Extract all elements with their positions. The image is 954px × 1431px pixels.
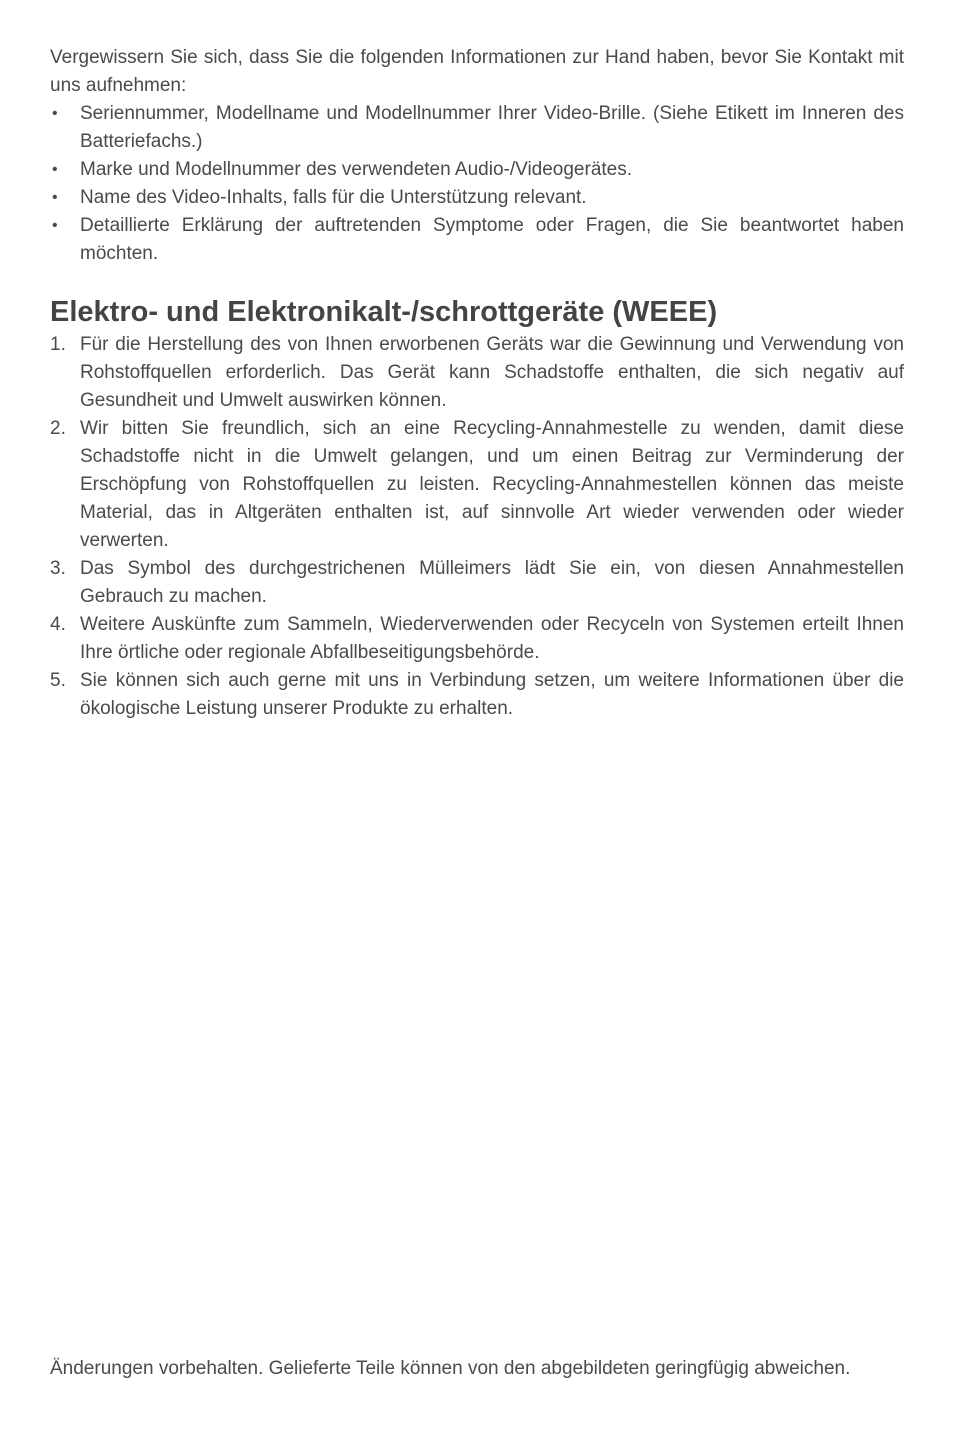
list-item-number: 2.	[50, 418, 66, 439]
list-item-number: 5.	[50, 670, 66, 691]
list-item-number: 3.	[50, 558, 66, 579]
list-item	[50, 555, 904, 611]
list-item-text: Weitere Auskünfte zum Sammeln, Wiederverwenden oder Recyceln von Systemen erteilt Ihnen Ihre örtliche oder regionale Abfallbeseitigungsbehörde.	[80, 614, 904, 663]
weee-numbered-list	[50, 331, 904, 723]
list-item-text: Das Symbol des durchgestrichenen Mülleimers lädt Sie ein, von diesen Annahmestellen Gebrauch zu machen.	[80, 558, 904, 607]
list-item	[50, 184, 904, 212]
list-item-text: Detaillierte Erklärung der auftretenden Symptome oder Fragen, die Sie beantwortet haben möchten.	[80, 215, 904, 264]
list-item-number: 4.	[50, 614, 66, 635]
list-item	[50, 667, 904, 723]
footer-disclaimer: Änderungen vorbehalten. Gelieferte Teile können von den abgebildeten geringfügig abweichen.	[50, 1358, 851, 1379]
bullet-icon: •	[52, 161, 58, 178]
bullet-icon: •	[52, 217, 58, 234]
list-item	[50, 415, 904, 555]
intro-paragraph: Vergewissern Sie sich, dass Sie die folgenden Informationen zur Hand haben, bevor Sie Kontakt mit uns aufnehmen:	[50, 47, 904, 96]
list-item-text: Name des Video-Inhalts, falls für die Unterstützung relevant.	[80, 187, 587, 208]
list-item-text: Marke und Modellnummer des verwendeten Audio-/Videogerätes.	[80, 159, 633, 180]
list-item-text: Seriennummer, Modellname und Modellnummer Ihrer Video-Brille. (Siehe Etikett im Inneren des Batteriefachs.)	[80, 103, 904, 152]
weee-section-title: Elektro- und Elektronikalt-/schrottgeräte (WEEE)	[50, 296, 718, 328]
bullet-icon: •	[52, 105, 58, 122]
list-item-text: Für die Herstellung des von Ihnen erworbenen Geräts war die Gewinnung und Verwendung von Rohstoffquellen erforderlich. Das Gerät kann Schadstoffe enthalten, die sich negativ auf Gesundheit und Umwelt auswirken können.	[80, 334, 904, 411]
list-item	[50, 100, 904, 156]
list-item	[50, 212, 904, 268]
list-item	[50, 331, 904, 415]
list-item-text: Sie können sich auch gerne mit uns in Verbindung setzen, um weitere Informationen über die ökologische Leistung unserer Produkte zu erhalten.	[80, 670, 904, 719]
bullet-icon: •	[52, 189, 58, 206]
list-item-number: 1.	[50, 334, 66, 355]
required-info-list	[50, 100, 904, 268]
list-item-text: Wir bitten Sie freundlich, sich an eine Recycling-Annahmestelle zu wenden, damit diese Schadstoffe nicht in die Umwelt gelangen, und um einen Beitrag zur Verminderung der Erschöpfung von Rohstoffquellen zu leisten. Recycling-Annahmestellen können das meiste Material, das in Altgeräten enthalten ist, auf sinnvolle Art wieder verwenden oder wieder verwerten.	[80, 418, 904, 551]
document-page	[50, 44, 904, 723]
list-item	[50, 611, 904, 667]
list-item	[50, 156, 904, 184]
